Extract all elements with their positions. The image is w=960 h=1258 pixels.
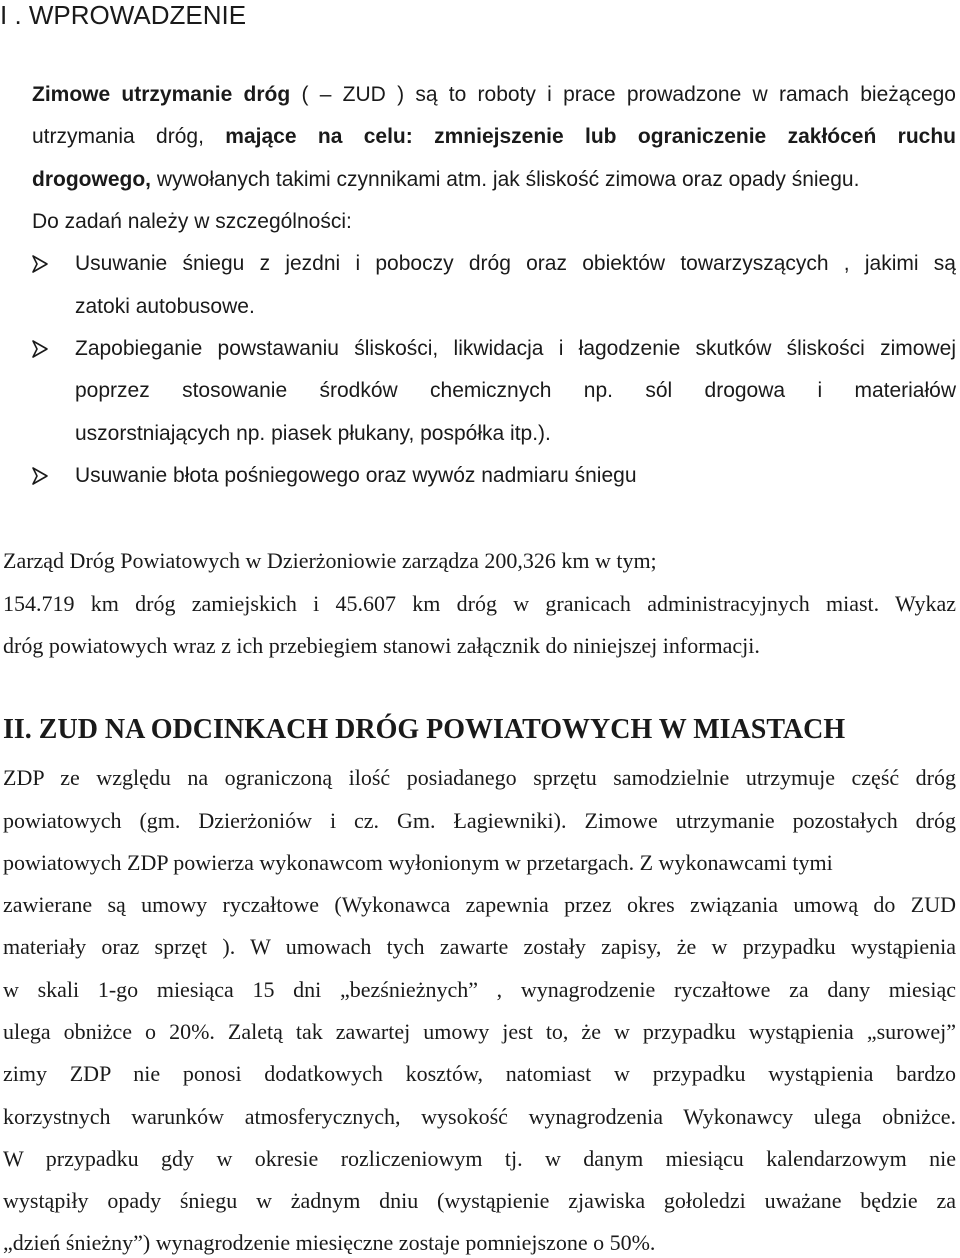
intro-line-1: [32, 84, 956, 105]
summary-line-3: dróg powiatowych wraz z ich przebiegiem stanowi załącznik do niniejszej informacji.: [3, 633, 760, 658]
bullet-1-line-2: zatoki autobusowe.: [75, 295, 255, 318]
section-2-line-4: zawierane są umowy ryczałtowe (Wykonawca zapewnia przez okres związania umową do ZUD: [3, 892, 956, 917]
arrow-bullet-icon: [30, 254, 50, 274]
section-2-line-12: „dzień śnieżny”) wynagrodzenie miesięczne zostaje pomniejszone o 50%.: [3, 1230, 656, 1255]
intro-line-3-text: wywołanych takimi czynnikami atm. jak śliskość zimowa oraz opady śniegu.: [151, 168, 860, 191]
tasks-intro: Do zadań należy w szczególności:: [32, 210, 352, 233]
section-2-line-8: zimy ZDP nie ponosi dodatkowych kosztów, natomiast w przypadku wystąpienia bardzo: [3, 1061, 956, 1086]
section-2-line-2: powiatowych (gm. Dzierżoniów i cz. Gm. Łagiewniki). Zimowe utrzymanie pozostałych dróg: [3, 808, 956, 833]
section-2-line-1: ZDP ze względu na ograniczoną ilość posiadanego sprzętu samodzielnie utrzymuje część dróg: [3, 765, 956, 790]
section-2-line-3: powiatowych ZDP powierza wykonawcom wyłonionym w przetargach. Z wykonawcami tymi: [3, 850, 833, 875]
arrow-bullet-icon: [30, 466, 50, 486]
bullet-3-line-1: Usuwanie błota pośniegowego oraz wywóz nadmiaru śniegu: [75, 464, 637, 487]
arrow-bullet-icon: [30, 339, 50, 359]
intro-line-1-text: ( – ZUD ) są to roboty i prace prowadzone w ramach bieżącego: [290, 83, 956, 106]
intro-purpose-end: drogowego,: [32, 168, 151, 191]
section-2-line-7: ulega obniżce o 20%. Zaletą tak zawartej umowy jest to, że w przypadku wystąpienia „surowej”: [3, 1019, 956, 1044]
section-2-line-10: W przypadku gdy w okresie rozliczeniowym tj. w danym miesiącu kalendarzowym nie: [3, 1146, 956, 1171]
bullet-1-line-1: Usuwanie śniegu z jezdni i poboczy dróg oraz obiektów towarzyszących , jakimi są: [75, 252, 956, 275]
bullet-2-line-2: poprzez stosowanie środków chemicznych np. sól drogowa i materiałów: [75, 379, 956, 402]
intro-purpose: mające na celu: zmniejszenie lub ograniczenie zakłóceń ruchu: [225, 125, 956, 148]
section-2-line-9: korzystnych warunków atmosferycznych, wysokość wynagrodzenia Wykonawcy ulega obniżce.: [3, 1104, 956, 1129]
summary-line-2: 154.719 km dróg zamiejskich i 45.607 km dróg w granicach administracyjnych miast. Wykaz: [3, 591, 956, 616]
bullet-2-line-3: uszorstniających np. piasek płukany, pospółka itp.).: [75, 422, 551, 445]
section-2-line-11: wystąpiły opady śniegu w żadnym dniu (wystąpienie zjawiska gołoledzi uważane będzie za: [3, 1188, 956, 1213]
intro-line-2: [32, 126, 956, 147]
bullet-2-line-1: Zapobieganie powstawaniu śliskości, likwidacja i łagodzenie skutków śliskości zimowej: [75, 337, 956, 360]
section-2-line-6: w skali 1-go miesiąca 15 dni „bezśnieżnych” , wynagrodzenie ryczałtowe za dany miesiąc: [3, 977, 956, 1002]
section-2-line-5: materiały oraz sprzęt ). W umowach tych zawarte zostały zapisy, że w przypadku wystąpienia: [3, 934, 956, 959]
intro-line-3: [32, 169, 859, 190]
summary-line-1: Zarząd Dróg Powiatowych w Dzierżoniowie zarządza 200,326 km w tym;: [3, 548, 657, 573]
section-1-heading: I . WPROWADZENIE: [0, 0, 247, 30]
intro-line-2-text: utrzymania dróg,: [32, 125, 204, 148]
intro-term: Zimowe utrzymanie dróg: [32, 83, 291, 106]
section-2-heading: II. ZUD NA ODCINKACH DRÓG POWIATOWYCH W MIASTACH: [3, 714, 846, 745]
